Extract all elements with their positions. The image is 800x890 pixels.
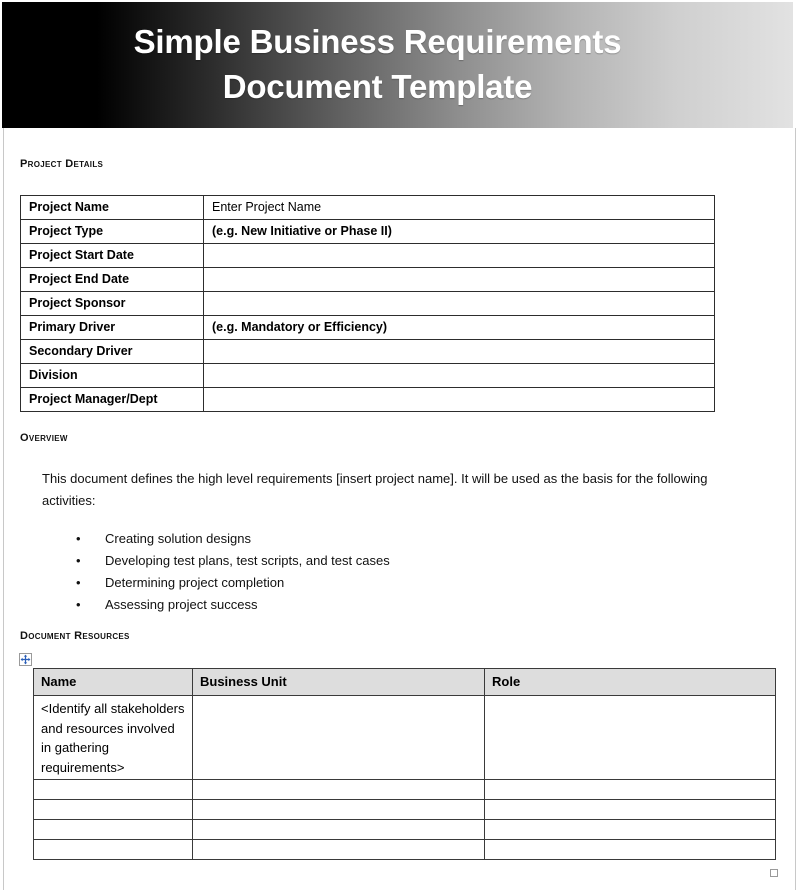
page-title-line-1: Simple Business Requirements <box>133 23 622 61</box>
row-value[interactable]: (e.g. Mandatory or Efficiency) <box>204 316 715 340</box>
table-row <box>34 780 776 800</box>
cell-role[interactable] <box>485 820 776 840</box>
project-details-table <box>20 195 715 412</box>
document-resources-table <box>33 668 776 860</box>
list-item-label: Developing test plans, test scripts, and test cases <box>105 553 390 568</box>
document-banner <box>2 2 793 128</box>
resources-table-body <box>34 696 776 860</box>
table-row <box>21 340 715 364</box>
document-resources-table-wrap <box>33 668 776 860</box>
table-row <box>21 268 715 292</box>
bullet-icon: • <box>76 575 81 590</box>
list-item-label: Determining project completion <box>105 575 285 590</box>
list-item <box>70 594 390 616</box>
page-border-right <box>795 128 796 890</box>
row-value[interactable]: (e.g. New Initiative or Phase II) <box>204 220 715 244</box>
overview-heading-text: Overview <box>20 432 68 444</box>
column-header-role: Role <box>485 669 776 696</box>
list-item-label: Creating solution designs <box>105 531 251 546</box>
row-label: Project Name <box>21 196 204 220</box>
table-row <box>34 800 776 820</box>
list-item <box>70 550 390 572</box>
overview-heading <box>20 432 68 444</box>
cell-business-unit[interactable] <box>193 840 485 860</box>
page-title <box>134 20 622 109</box>
table-row <box>21 196 715 220</box>
list-item-label: Assessing project success <box>105 597 258 612</box>
table-row <box>21 388 715 412</box>
cell-role[interactable] <box>485 780 776 800</box>
table-header-row <box>34 669 776 696</box>
row-label: Project Sponsor <box>21 292 204 316</box>
overview-bullet-list <box>70 528 390 616</box>
row-label: Secondary Driver <box>21 340 204 364</box>
cell-name[interactable] <box>34 780 193 800</box>
document-resources-heading-text: Document Resources <box>20 630 130 642</box>
row-value[interactable] <box>204 268 715 292</box>
row-value[interactable]: Enter Project Name <box>204 196 715 220</box>
bullet-icon: • <box>76 553 81 568</box>
table-row <box>21 244 715 268</box>
cell-business-unit[interactable] <box>193 780 485 800</box>
row-label: Project Manager/Dept <box>21 388 204 412</box>
row-value[interactable] <box>204 292 715 316</box>
table-move-handle[interactable] <box>19 653 32 666</box>
list-item <box>70 528 390 550</box>
table-row <box>21 292 715 316</box>
row-label: Project Start Date <box>21 244 204 268</box>
table-row <box>34 696 776 780</box>
column-header-name: Name <box>34 669 193 696</box>
cell-role[interactable] <box>485 840 776 860</box>
overview-paragraph: This document defines the high level requirements [insert project name]. It will be used as the basis for the following activities: <box>42 471 708 508</box>
table-row <box>21 316 715 340</box>
table-row <box>34 820 776 840</box>
row-label: Project End Date <box>21 268 204 292</box>
cell-name[interactable] <box>34 800 193 820</box>
row-label: Project Type <box>21 220 204 244</box>
cell-name[interactable]: <Identify all stakeholders and resources involved in gathering requirements> <box>34 696 193 780</box>
cell-business-unit[interactable] <box>193 696 485 780</box>
row-value[interactable] <box>204 388 715 412</box>
column-header-business-unit: Business Unit <box>193 669 485 696</box>
project-details-heading-text: Project Details <box>20 158 104 170</box>
table-row <box>34 840 776 860</box>
row-value[interactable] <box>204 340 715 364</box>
document-resources-heading <box>20 630 130 642</box>
page-border-left <box>3 128 4 890</box>
row-value[interactable] <box>204 244 715 268</box>
row-label: Primary Driver <box>21 316 204 340</box>
cell-role[interactable] <box>485 696 776 780</box>
table-row <box>21 220 715 244</box>
row-label: Division <box>21 364 204 388</box>
project-details-body <box>21 196 715 412</box>
list-item <box>70 572 390 594</box>
resources-table-head <box>34 669 776 696</box>
row-value[interactable] <box>204 364 715 388</box>
cell-name[interactable] <box>34 820 193 840</box>
page-title-line-2: Document Template <box>222 68 533 105</box>
project-details-heading <box>20 158 103 170</box>
table-resize-handle[interactable] <box>770 869 778 877</box>
cell-name[interactable] <box>34 840 193 860</box>
four-way-arrow-icon <box>20 654 31 665</box>
bullet-icon: • <box>76 531 81 546</box>
bullet-icon: • <box>76 597 81 612</box>
table-row <box>21 364 715 388</box>
cell-business-unit[interactable] <box>193 820 485 840</box>
cell-business-unit[interactable] <box>193 800 485 820</box>
cell-role[interactable] <box>485 800 776 820</box>
